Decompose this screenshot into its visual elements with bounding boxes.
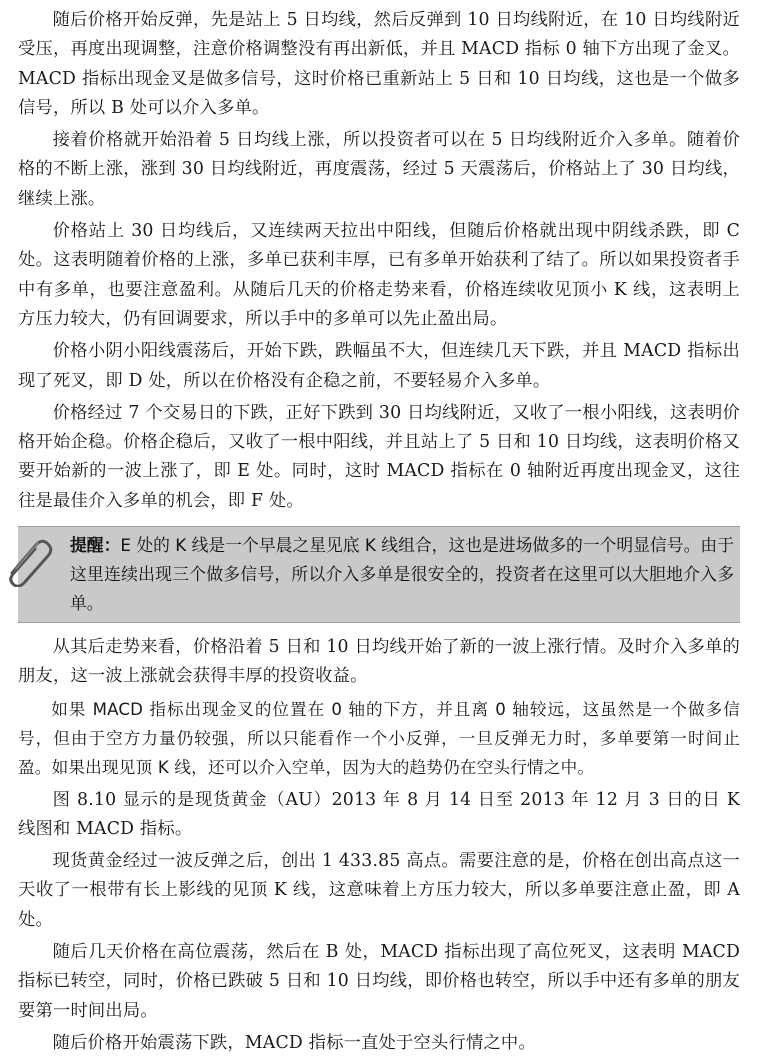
paperclip-icon xyxy=(2,529,64,587)
tip-box xyxy=(18,526,740,623)
tip-text xyxy=(70,531,734,618)
paragraph-11: 随后价格开始震荡下跌，MACD 指标一直处于空头行情之中。 xyxy=(52,1032,536,1053)
paragraph-4: 价格小阴小阳线震荡后，开始下跌，跌幅虽不大，但连续几天下跌，并且 MACD 指标出现了死叉，即 D 处，所以在价格没有企稳之前，不要轻易介入多单。 xyxy=(18,341,740,391)
paragraph-10: 随后几天价格在高位震荡，然后在 B 处，MACD 指标出现了高位死叉，这表明 MACD 指标已转空，同时，价格已跌破 5 日和 10 日均线，即价格也转空，所以手中还有多单的朋友要第一时间出局。 xyxy=(18,942,740,1021)
tip-body: E 处的 K 线是一个早晨之星见底 K 线组合，这也是进场做多的一个明显信号。由于这里连续出现三个做多信号，所以介入多单是很安全的，投资者在这里可以大胆地介入多单。 xyxy=(70,535,734,614)
document-page xyxy=(18,6,740,1058)
paragraph-2: 接着价格就开始沿着 5 日均线上涨，所以投资者可以在 5 日均线附近介入多单。随着价格的不断上涨，涨到 30 日均线附近，再度震荡，经过 5 天震荡后，价格站上了 30 日均线，继续上涨。 xyxy=(18,130,740,209)
paragraph-1: 随后价格开始反弹，先是站上 5 日均线，然后反弹到 10 日均线附近，在 10 日均线附近受压，再度出现调整，注意价格调整没有再出新低，并且 MACD 指标 0 轴下方出现了金叉。MACD 指标出现金叉是做多信号，这时价格已重新站上 5 日和 10 日均线，这也是一个做多信号，所以 B 处可以介入多单。 xyxy=(18,10,740,118)
paragraph-3: 价格站上 30 日均线后，又连续两天拉出中阳线，但随后价格就出现中阴线杀跌，即 C 处。这表明随着价格的上涨，多单已获利丰厚，已有多单开始获利了结了。所以如果投资者手中有多单，也要注意盈利。从随后几天的价格走势来看，价格连续收见顶小 K 线，这表明上方压力较大，仍有回调要求，所以手中的多单可以先止盈出局。 xyxy=(18,221,740,329)
tip-label: 提醒： xyxy=(70,535,121,556)
paragraph-9: 现货黄金经过一波反弹之后，创出 1 433.85 高点。需要注意的是，价格在创出高点这一天收了一根带有长上影线的见顶 K 线，这意味着上方压力较大，所以多单要注意止盈，即 A 处。 xyxy=(18,851,740,930)
paragraph-8: 图 8.10 显示的是现货黄金（AU）2013 年 8 月 14 日至 2013 年 12 月 3 日的日 K 线图和 MACD 指标。 xyxy=(18,789,740,839)
paragraph-5: 价格经过 7 个交易日的下跌，正好下跌到 30 日均线附近，又收了一根小阳线，这表明价格开始企稳。价格企稳后，又收了一根中阳线，并且站上了 5 日和 10 日均线，这表明价格又要开始新的一波上涨了，即 E 处。同时，这时 MACD 指标在 0 轴附近再度出现金叉，这往往是最佳介入多单的机会，即 F 处。 xyxy=(18,402,740,511)
paragraph-6: 从其后走势来看，价格沿着 5 日和 10 日均线开始了新的一波上涨行情。及时介入多单的朋友，这一波上涨就会获得丰厚的投资收益。 xyxy=(18,637,740,687)
paragraph-7: 如果 MACD 指标出现金叉的位置在 0 轴的下方，并且离 0 轴较远，这虽然是一个做多信号，但由于空方力量仍较强，所以只能看作一个小反弹，一旦反弹无力时，多单要第一时间止盈。如果出现见顶 K 线，还可以介入空单，因为大的趋势仍在空头行情之中。 xyxy=(18,699,740,778)
